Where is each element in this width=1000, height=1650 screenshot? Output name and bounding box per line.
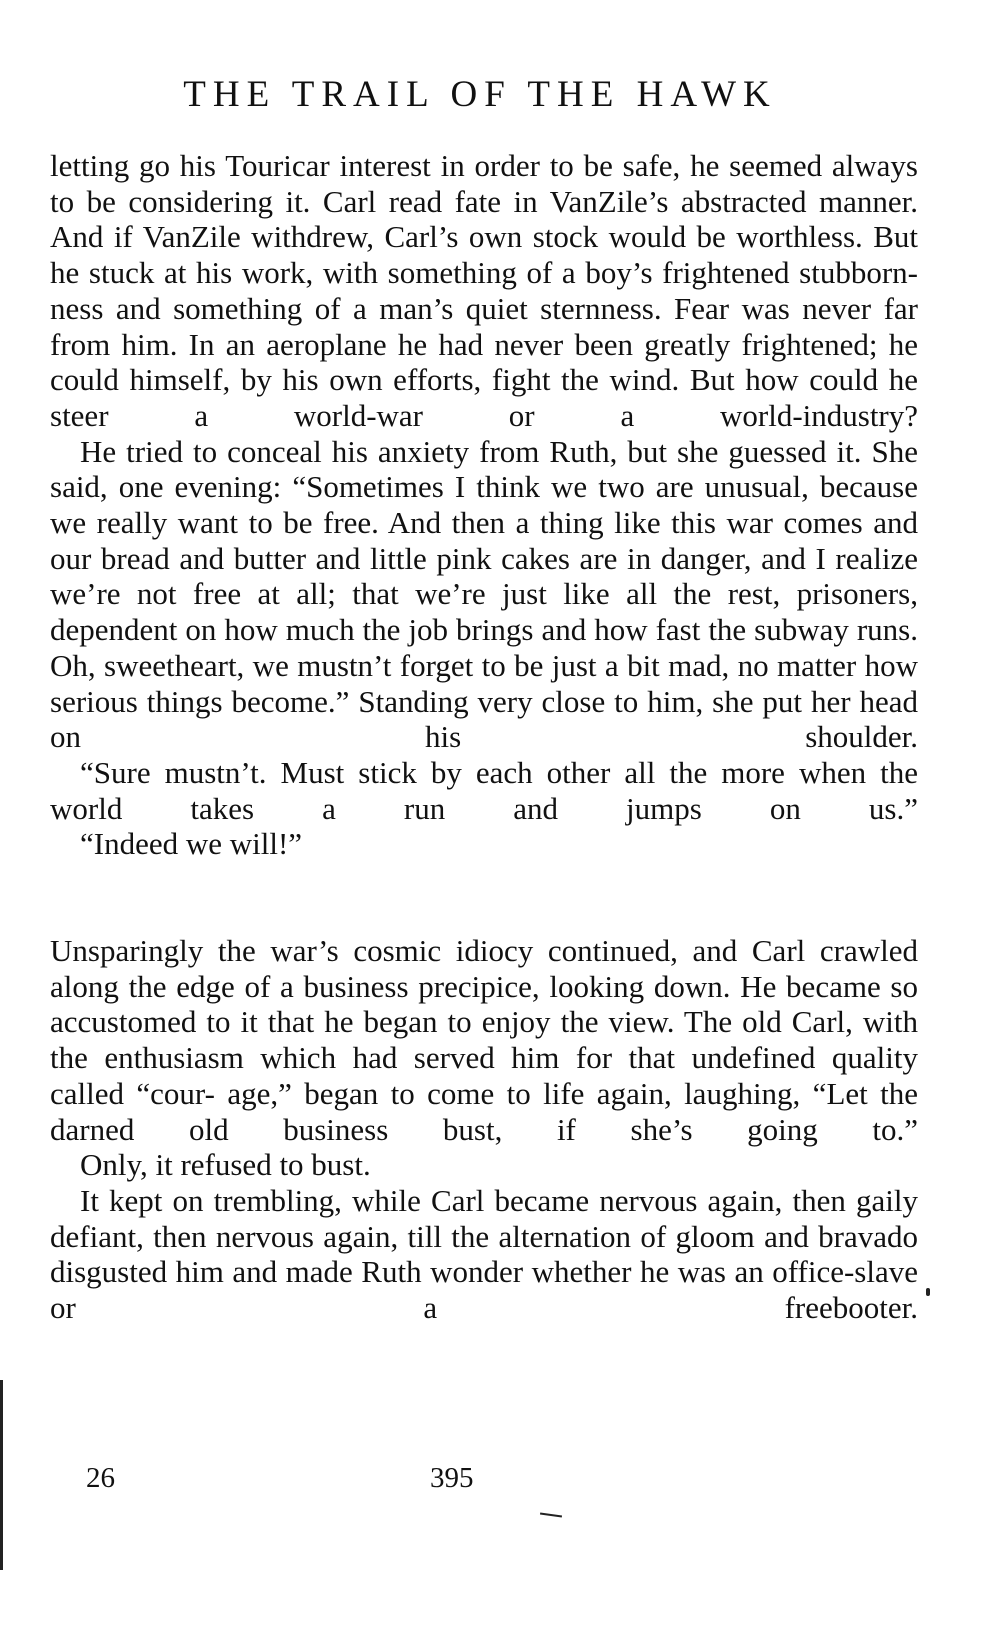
text-line: more when the world takes a run and jumps on us.”	[50, 754, 918, 826]
paragraph-7	[50, 1183, 918, 1326]
text-line: become.” Standing very close to him, she put her head	[231, 683, 919, 719]
text-line: VanZile’s abstracted manner. And if VanZile withdrew,	[50, 183, 918, 255]
text-line: how fast the subway runs. Oh, sweetheart, we mustn’t	[50, 612, 918, 683]
text-line: It kept on trembling, while Carl became nervous again,	[80, 1182, 783, 1218]
text-line: forget to be just a bit mad, no matter how serious things	[50, 647, 919, 719]
text-line: ness and something of a man’s quiet sternness. Fear was	[50, 290, 790, 326]
text-line: “Indeed we will!”	[80, 826, 303, 862]
section-break	[50, 862, 918, 933]
text-line: greatly frightened; he could himself, by his own efforts,	[50, 326, 919, 398]
text-line: He tried to conceal his anxiety from Ruth, but she	[80, 433, 719, 469]
paragraph-6	[50, 1147, 918, 1183]
text-line: Carl’s own stock would be worthless. But he stuck at	[50, 219, 919, 291]
paragraph-3	[50, 755, 918, 826]
paragraph-4	[50, 826, 918, 862]
text-line: of gloom and bravado disgusted him and made Ruth	[50, 1218, 918, 1290]
text-line: had served him for that undefined quality called “cour-	[50, 1040, 919, 1111]
text-line: we two are unusual, because we really want to be free.	[50, 469, 918, 541]
paragraph-2	[50, 434, 918, 755]
text-line: darned old business bust, if she’s going to.”	[50, 1111, 918, 1147]
text-line: never far from him. In an aeroplane he had never been	[50, 290, 918, 362]
paragraph-1	[50, 148, 918, 434]
text-line: And then a thing like this war comes and our bread and	[50, 505, 918, 576]
text-line: butter and little pink cakes are in danger, and I realize	[233, 540, 919, 576]
stray-ink-mark	[540, 1512, 562, 1517]
signature-mark: 26	[86, 1462, 115, 1494]
text-line: seemed always to be considering it. Carl read fate in	[50, 148, 918, 219]
text-line: his work, with something of a boy’s frightened stubborn-	[196, 255, 918, 291]
text-line: down. He became so accustomed to it that he began to	[50, 968, 918, 1040]
text-line: on his shoulder.	[50, 719, 918, 755]
stray-ink-dot	[926, 1288, 930, 1296]
text-line: we’re not free at all; that we’re just like all the rest,	[50, 576, 781, 612]
running-head: THE TRAIL OF THE HAWK	[183, 74, 777, 115]
text-line: a world-industry?	[620, 397, 919, 433]
scan-edge-line	[0, 1380, 3, 1570]
text-line: crawled along the edge of a business precipice, looking	[50, 933, 918, 1004]
text-line: age,” began to come to life again, laughing, “Let the	[227, 1075, 918, 1111]
text-line: then gaily defiant, then nervous again, till the alternation	[50, 1182, 919, 1254]
page-number: 395	[430, 1462, 474, 1494]
text-line: letting go his Touricar interest in order to be safe, he	[50, 148, 720, 183]
text-line: fight the wind. But how could he steer a world-war or	[50, 362, 918, 433]
text-line: wonder whether he was an office-slave or a freebooter.	[50, 1254, 918, 1326]
text-line: “Sure mustn’t. Must stick by each other all the	[80, 754, 708, 790]
text-line: Unsparingly the war’s cosmic idiocy continued, and Carl	[50, 933, 806, 969]
body-text	[50, 148, 918, 1326]
text-line: enjoy the view. The old Carl, with the enthusiasm which	[50, 1004, 919, 1076]
paragraph-5	[50, 933, 918, 1147]
text-line: prisoners, dependent on how much the job brings and	[50, 576, 918, 648]
text-line: Only, it refused to bust.	[80, 1147, 371, 1183]
text-line: guessed it. She said, one evening: “Sometimes I think	[50, 433, 918, 505]
